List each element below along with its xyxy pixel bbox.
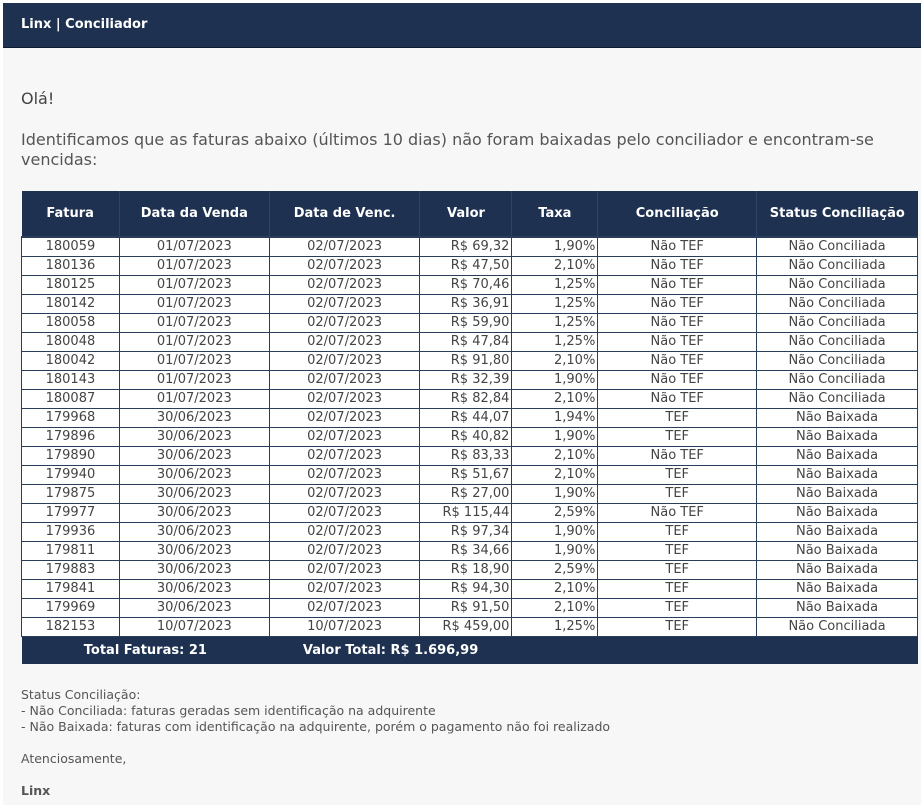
cell-conciliacao: Não TEF [598, 504, 757, 523]
cell-data-venc: 02/07/2023 [269, 523, 420, 542]
cell-fatura: 180136 [22, 257, 120, 276]
cell-taxa: 1,90% [512, 237, 598, 257]
table-row [22, 333, 918, 352]
cell-valor: R$ 27,00 [420, 485, 512, 504]
cell-data-venda: 10/07/2023 [119, 618, 269, 637]
cell-status: Não Conciliada [757, 314, 918, 333]
cell-status: Não Conciliada [757, 257, 918, 276]
cell-valor: R$ 91,50 [420, 599, 512, 618]
cell-taxa: 1,90% [512, 542, 598, 561]
table-row [22, 237, 918, 257]
cell-conciliacao: TEF [598, 542, 757, 561]
cell-data-venda: 01/07/2023 [119, 276, 269, 295]
cell-taxa: 1,25% [512, 276, 598, 295]
cell-status: Não Conciliada [757, 390, 918, 409]
cell-data-venda: 01/07/2023 [119, 352, 269, 371]
cell-fatura: 179890 [22, 447, 120, 466]
column-header: Status Conciliação [757, 191, 918, 237]
cell-fatura: 179841 [22, 580, 120, 599]
cell-fatura: 180058 [22, 314, 120, 333]
closing-text: Atenciosamente, [21, 751, 127, 766]
cell-data-venda: 01/07/2023 [119, 314, 269, 333]
header-title: Linx | Conciliador [21, 17, 148, 32]
cell-status: Não Baixada [757, 580, 918, 599]
cell-conciliacao: Não TEF [598, 295, 757, 314]
cell-valor: R$ 47,50 [420, 257, 512, 276]
cell-fatura: 180142 [22, 295, 120, 314]
cell-fatura: 180042 [22, 352, 120, 371]
cell-fatura: 179940 [22, 466, 120, 485]
cell-data-venc: 02/07/2023 [269, 314, 420, 333]
cell-valor: R$ 36,91 [420, 295, 512, 314]
table-header-row [22, 191, 918, 237]
cell-valor: R$ 83,33 [420, 447, 512, 466]
cell-taxa: 1,90% [512, 371, 598, 390]
cell-status: Não Baixada [757, 447, 918, 466]
cell-fatura: 179883 [22, 561, 120, 580]
legend-title: Status Conciliação: [21, 687, 141, 702]
cell-valor: R$ 115,44 [420, 504, 512, 523]
cell-valor: R$ 51,67 [420, 466, 512, 485]
cell-conciliacao: Não TEF [598, 447, 757, 466]
cell-valor: R$ 91,80 [420, 352, 512, 371]
cell-data-venda: 30/06/2023 [119, 428, 269, 447]
cell-data-venc: 02/07/2023 [269, 333, 420, 352]
column-header: Valor [420, 191, 512, 237]
cell-fatura: 179811 [22, 542, 120, 561]
faturas-table [21, 191, 918, 664]
cell-status: Não Conciliada [757, 352, 918, 371]
cell-taxa: 2,10% [512, 580, 598, 599]
cell-data-venc: 02/07/2023 [269, 542, 420, 561]
legend-item: - Não Baixada: faturas com identificação na adquirente, porém o pagamento não foi realizado [21, 719, 611, 734]
cell-status: Não Conciliada [757, 237, 918, 257]
cell-fatura: 180059 [22, 237, 120, 257]
column-header: Conciliação [598, 191, 757, 237]
cell-conciliacao: Não TEF [598, 390, 757, 409]
cell-taxa: 2,59% [512, 504, 598, 523]
column-header: Taxa [512, 191, 598, 237]
signature: Linx [21, 783, 51, 798]
cell-taxa: 2,10% [512, 447, 598, 466]
cell-taxa: 2,10% [512, 257, 598, 276]
cell-valor: R$ 459,00 [420, 618, 512, 637]
cell-data-venda: 30/06/2023 [119, 523, 269, 542]
cell-status: Não Conciliada [757, 276, 918, 295]
cell-taxa: 2,10% [512, 390, 598, 409]
cell-taxa: 1,90% [512, 485, 598, 504]
cell-data-venda: 30/06/2023 [119, 504, 269, 523]
table-row [22, 466, 918, 485]
cell-fatura: 179936 [22, 523, 120, 542]
cell-conciliacao: Não TEF [598, 314, 757, 333]
header-bar [3, 3, 921, 48]
cell-valor: R$ 82,84 [420, 390, 512, 409]
cell-valor: R$ 70,46 [420, 276, 512, 295]
cell-valor: R$ 69,32 [420, 237, 512, 257]
cell-conciliacao: Não TEF [598, 237, 757, 257]
valor-total: Valor Total: R$ 1.696,99 [269, 637, 512, 665]
table-footer-row [22, 637, 918, 665]
table-row [22, 390, 918, 409]
table-row [22, 295, 918, 314]
table-row [22, 352, 918, 371]
email-body [3, 3, 921, 805]
cell-fatura: 179875 [22, 485, 120, 504]
table-body [22, 237, 918, 637]
table-row [22, 371, 918, 390]
cell-status: Não Baixada [757, 428, 918, 447]
cell-valor: R$ 94,30 [420, 580, 512, 599]
cell-data-venc: 02/07/2023 [269, 352, 420, 371]
cell-conciliacao: Não TEF [598, 276, 757, 295]
cell-fatura: 179968 [22, 409, 120, 428]
cell-taxa: 2,10% [512, 466, 598, 485]
cell-valor: R$ 32,39 [420, 371, 512, 390]
table-row [22, 504, 918, 523]
cell-fatura: 182153 [22, 618, 120, 637]
table-row [22, 428, 918, 447]
table-row [22, 447, 918, 466]
cell-status: Não Conciliada [757, 295, 918, 314]
table-row [22, 599, 918, 618]
cell-data-venda: 30/06/2023 [119, 409, 269, 428]
cell-data-venda: 30/06/2023 [119, 542, 269, 561]
cell-data-venc: 02/07/2023 [269, 447, 420, 466]
cell-status: Não Baixada [757, 409, 918, 428]
cell-data-venda: 30/06/2023 [119, 485, 269, 504]
cell-taxa: 1,25% [512, 618, 598, 637]
cell-data-venc: 02/07/2023 [269, 409, 420, 428]
cell-conciliacao: Não TEF [598, 333, 757, 352]
column-header: Fatura [22, 191, 120, 237]
table-row [22, 409, 918, 428]
cell-fatura: 180087 [22, 390, 120, 409]
cell-status: Não Baixada [757, 599, 918, 618]
cell-fatura: 179896 [22, 428, 120, 447]
cell-taxa: 2,10% [512, 599, 598, 618]
cell-data-venc: 02/07/2023 [269, 428, 420, 447]
cell-taxa: 1,90% [512, 428, 598, 447]
cell-valor: R$ 40,82 [420, 428, 512, 447]
cell-taxa: 1,25% [512, 295, 598, 314]
cell-data-venc: 02/07/2023 [269, 257, 420, 276]
cell-conciliacao: TEF [598, 485, 757, 504]
cell-taxa: 1,25% [512, 333, 598, 352]
cell-data-venc: 02/07/2023 [269, 504, 420, 523]
cell-conciliacao: Não TEF [598, 352, 757, 371]
cell-conciliacao: TEF [598, 466, 757, 485]
cell-conciliacao: Não TEF [598, 371, 757, 390]
cell-data-venda: 01/07/2023 [119, 295, 269, 314]
cell-valor: R$ 34,66 [420, 542, 512, 561]
cell-taxa: 1,25% [512, 314, 598, 333]
cell-data-venc: 02/07/2023 [269, 485, 420, 504]
cell-status: Não Baixada [757, 504, 918, 523]
cell-conciliacao: TEF [598, 561, 757, 580]
cell-data-venda: 01/07/2023 [119, 371, 269, 390]
cell-data-venda: 01/07/2023 [119, 333, 269, 352]
cell-fatura: 179977 [22, 504, 120, 523]
cell-fatura: 180143 [22, 371, 120, 390]
table-row [22, 257, 918, 276]
cell-data-venc: 02/07/2023 [269, 390, 420, 409]
table-row [22, 276, 918, 295]
cell-data-venc: 02/07/2023 [269, 599, 420, 618]
cell-data-venda: 01/07/2023 [119, 390, 269, 409]
cell-taxa: 2,10% [512, 352, 598, 371]
cell-status: Não Conciliada [757, 618, 918, 637]
table-row [22, 580, 918, 599]
cell-fatura: 180125 [22, 276, 120, 295]
total-faturas: Total Faturas: 21 [22, 637, 270, 665]
cell-conciliacao: TEF [598, 599, 757, 618]
cell-fatura: 179969 [22, 599, 120, 618]
table-row [22, 561, 918, 580]
cell-taxa: 1,90% [512, 523, 598, 542]
cell-taxa: 2,59% [512, 561, 598, 580]
cell-status: Não Baixada [757, 561, 918, 580]
table-row [22, 542, 918, 561]
cell-status: Não Conciliada [757, 371, 918, 390]
cell-valor: R$ 18,90 [420, 561, 512, 580]
cell-data-venc: 02/07/2023 [269, 561, 420, 580]
cell-data-venda: 01/07/2023 [119, 257, 269, 276]
cell-status: Não Baixada [757, 542, 918, 561]
status-legend [21, 687, 610, 735]
cell-data-venda: 30/06/2023 [119, 599, 269, 618]
cell-data-venc: 02/07/2023 [269, 276, 420, 295]
cell-conciliacao: TEF [598, 618, 757, 637]
cell-conciliacao: TEF [598, 428, 757, 447]
column-header: Data de Venc. [269, 191, 420, 237]
cell-data-venc: 02/07/2023 [269, 371, 420, 390]
greeting: Olá! [21, 89, 55, 108]
cell-data-venda: 30/06/2023 [119, 466, 269, 485]
cell-status: Não Baixada [757, 485, 918, 504]
cell-conciliacao: TEF [598, 580, 757, 599]
cell-valor: R$ 47,84 [420, 333, 512, 352]
cell-fatura: 180048 [22, 333, 120, 352]
cell-status: Não Conciliada [757, 333, 918, 352]
cell-status: Não Baixada [757, 523, 918, 542]
table-row [22, 523, 918, 542]
footer-spacer [512, 637, 918, 665]
cell-valor: R$ 59,90 [420, 314, 512, 333]
cell-data-venda: 01/07/2023 [119, 237, 269, 257]
cell-status: Não Baixada [757, 466, 918, 485]
cell-data-venc: 10/07/2023 [269, 618, 420, 637]
table-row [22, 618, 918, 637]
cell-data-venc: 02/07/2023 [269, 237, 420, 257]
intro-text: Identificamos que as faturas abaixo (últimos 10 dias) não foram baixadas pelo conciliador e encontram-se vencidas: [21, 130, 874, 169]
cell-data-venc: 02/07/2023 [269, 466, 420, 485]
cell-valor: R$ 97,34 [420, 523, 512, 542]
cell-valor: R$ 44,07 [420, 409, 512, 428]
cell-taxa: 1,94% [512, 409, 598, 428]
cell-data-venda: 30/06/2023 [119, 447, 269, 466]
cell-conciliacao: TEF [598, 523, 757, 542]
column-header: Data da Venda [119, 191, 269, 237]
cell-conciliacao: Não TEF [598, 257, 757, 276]
cell-data-venc: 02/07/2023 [269, 295, 420, 314]
legend-item: - Não Conciliada: faturas geradas sem identificação na adquirente [21, 703, 436, 718]
cell-data-venda: 30/06/2023 [119, 580, 269, 599]
table-row [22, 485, 918, 504]
table-row [22, 314, 918, 333]
cell-conciliacao: TEF [598, 409, 757, 428]
cell-data-venc: 02/07/2023 [269, 580, 420, 599]
cell-data-venda: 30/06/2023 [119, 561, 269, 580]
